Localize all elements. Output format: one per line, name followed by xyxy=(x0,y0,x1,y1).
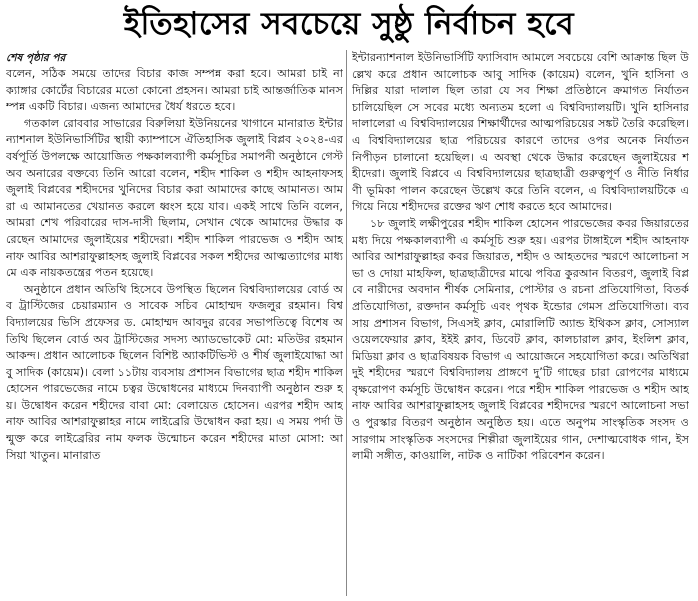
article-column-left xyxy=(6,50,343,598)
paragraph-text: বলেন, সঠিক সময়ে তাদের বিচার কাজ সম্পন্ন করা হবে। আমরা চাই না ক্যাঙ্গার কোর্টের বিচারের মতো কোনো প্রহসন। আমরা চাই আন্তর্জাতিক মানসম্পন্ন একটি বিচার। এজন্য আমাদের ধৈর্য ধরতে হবে। xyxy=(6,67,343,114)
article-column-right xyxy=(352,50,689,598)
article-paragraph: ১৮ জুলাই লক্ষীপুরের শহীদ শাকিল হোসেন পারভেজের কবর জিয়ারতের মধ্য দিয়ে পক্ষকালব্যাপী এ কর্মসূচি শুরু হয়। এরপর টাঙ্গাইলে শহীদ আহনাফ আবির আশরাফুল্লাহর কবর জিয়ারত, শহীদ ও আহতদের স্মরণে আলোচনা সভা ও দোয়া মাহফিল, ছাত্রছাত্রীদের মাঝে পবিত্র কুরআন বিতরণ, জুলাই বিপ্লবে নারীদের অবদান শীর্ষক সেমিনার, পোস্টার ও রচনা প্রতিযোগিতা, বিতর্ক প্রতিযোগিতা, রক্তদান কর্মসূচি এবং পৃথক ইন্ডোর গেমস প্রতিযোগিতা। ব্যবসায় প্রশাসন বিভাগ, সিএসই ক্লাব, মোরালিটি অ্যান্ড ইথিকস ক্লাব, সোস্যাল ওয়েলফেয়ার ক্লাব, ইইই ক্লাব, ডিবেট ক্লাব, কালচারাল ক্লাব, ইংলিশ ক্লাব, মিডিয়া ক্লাব ও ছাত্রবিষয়ক বিভাগ এ আয়োজনে সহযোগিতা করে। অতিথিরা দুই শহীদের স্মরণে বিশ্ববিদ্যালয় প্রাঙ্গণে দু’টি গাছের চারা রোপণের মাধ্যমে বৃক্ষরোপণ কর্মসূচি উদ্বোধন করেন। পরে শহীদ শাকিল পারভেজ ও শহীদ আহনাফ আবির আশরাফুল্লাহসহ জুলাই বিপ্লবের শহীদদের স্মরণে আলোচনা সভা ও পুরস্কার বিতরণ অনুষ্ঠান অনুষ্ঠিত হয়। এতে অনুপম সাংস্কৃতিক সংসদ ও সারগাম সাংস্কৃতিক সংসদের শিল্পীরা জুলাইয়ের গান, দেশাত্মবোধক গান, ইসলামী সঙ্গীত, কাওয়ালি, নাটক ও নাটিকা পরিবেশন করেন। xyxy=(352,216,689,463)
article-paragraph: অনুষ্ঠানে প্রধান অতিথি হিসেবে উপস্থিত ছিলেন বিশ্ববিদ্যালয়ের বোর্ড অব ট্রাস্টিজের চেয়ারম্যান ও সাবেক সচিব মোহাম্মদ ফজলুর রহমান। বিশ্ববিদ্যালয়ের ভিসি প্রফেসর ড. মোহাম্মদ আবদুর রবের সভাপতিত্বে বিশেষ অতিথি ছিলেন বোর্ড অব ট্রাস্টিজের সদস্য অ্যাডভোকেট মো: মতিউর রহমান আকন্দ। প্রধান আলোচক ছিলেন বিশিষ্ট অ্যাকটিভিস্ট ও শীর্ষ জুলাইযোদ্ধা আবু সাদিক (কায়েম)। বেলা ১১টায় ব্যবসায় প্রশাসন বিভাগের ছাত্র শহীদ শাকিল হোসেন পারভেজের নামে চত্বর উদ্বোধনের মাধ্যমে দিনব্যাপী অনুষ্ঠান শুরু হয়। উদ্বোধন করেন শহীদের বাবা মো: বেলায়েত হোসেন। এরপর শহীদ আহনাফ আবির আশরাফুল্লাহর নামে লাইব্রেরি উদ্বোধন করা হয়। এ সময় পর্দা উন্মুক্ত করে লাইব্রেরির নাম ফলক উন্মোচন করেন শহীদের মাতা মোসা: আসিয়া খাতুন। মানারাত xyxy=(6,282,343,462)
article-paragraph: গতকাল রোববার সাভারের বিরুলিয়া ইউনিয়নের খাগানে মানারাত ইন্টারন্যাশনাল ইউনিভার্সিটির স্থায়ী ক্যাম্পাসে ঐতিহাসিক জুলাই বিপ্লব ২০২৪-এর বর্ষপূর্তি উপলক্ষে আয়োজিত পক্ষকালব্যাপী কর্মসূচির সমাপনী অনুষ্ঠানে গেস্ট অব অনারের বক্তব্যে তিনি আরো বলেন, শহীদ শাকিল ও শহীদ আহনাফসহ জুলাই বিপ্লবের শহীদদের খুনিদের বিচার করা আমাদের কাছে আমানত। আমরা এ আমানতের খেয়ানত করলে ধ্বংস হয়ে যাব। একই সাথে তিনি বলেন, আমরা শেখ পরিবারের দাস-দাসী ছিলাম, সেখান থেকে আমাদের উদ্ধার করেছেন আমাদের জুলাইয়ের শহীদেরা। শহীদ শাকিল পারভেজ ও শহীদ আহনাফ আবির আশরাফুল্লাহসহ জুলাই বিপ্লবের সকল শহীদের আত্মত্যাগের মাধ্যমে এক নায়কতন্ত্রের পতন হয়েছে। xyxy=(6,116,343,280)
article-paragraph: ইন্টারন্যাশনাল ইউনিভার্সিটি ফ্যাসিবাদ আমলে সবচেয়ে বেশি আক্রান্ত ছিল উল্লেখ করে প্রধান আলোচক আবু সাদিক (কায়েম) বলেন, খুনি হাসিনা ও দিল্লির যারা দালাল ছিল তারা যে সব শিক্ষা প্রতিষ্ঠানে ক্রমাগত নির্যাতন চালিয়েছিল সে সবের মধ্যে অন্যতম হলো এ বিশ্ববিদ্যালয়টি। খুনি হাসিনার দালালেরা এ বিশ্ববিদ্যালয়ের শিক্ষার্থীদের আত্মপরিচয়ের সঙ্কট তৈরি করেছিল। এ বিশ্ববিদ্যালয়ের ছাত্র পরিচয়ের কারণে তাদের ওপর অনেক নির্যাতন নিপীড়ন চালানো হয়েছিল। এ অবস্থা থেকে উদ্ধার করেছেন জুলাইয়ের শহীদেরা। জুলাই বিপ্লবে এ বিশ্ববিদ্যালয়ের ছাত্রছাত্রী গুরুত্বপূর্ণ ও নীতি নির্ধারণী ভূমিকা পালন করেছেন উল্লেখ করে তিনি বলেন, এ বিশ্ববিদ্যালয়টিকে এগিয়ে নিয়ে শহীদদের রক্তের ঋণ শোধ করতে হবে আমাদের। xyxy=(352,51,689,214)
article-headline: ইতিহাসের সবচেয়ে সুষ্ঠু নির্বাচন হবে xyxy=(123,6,575,42)
continued-label: শেষ পৃষ্ঠার পর xyxy=(6,52,66,64)
article-paragraph xyxy=(6,50,343,116)
column-divider xyxy=(346,50,347,596)
